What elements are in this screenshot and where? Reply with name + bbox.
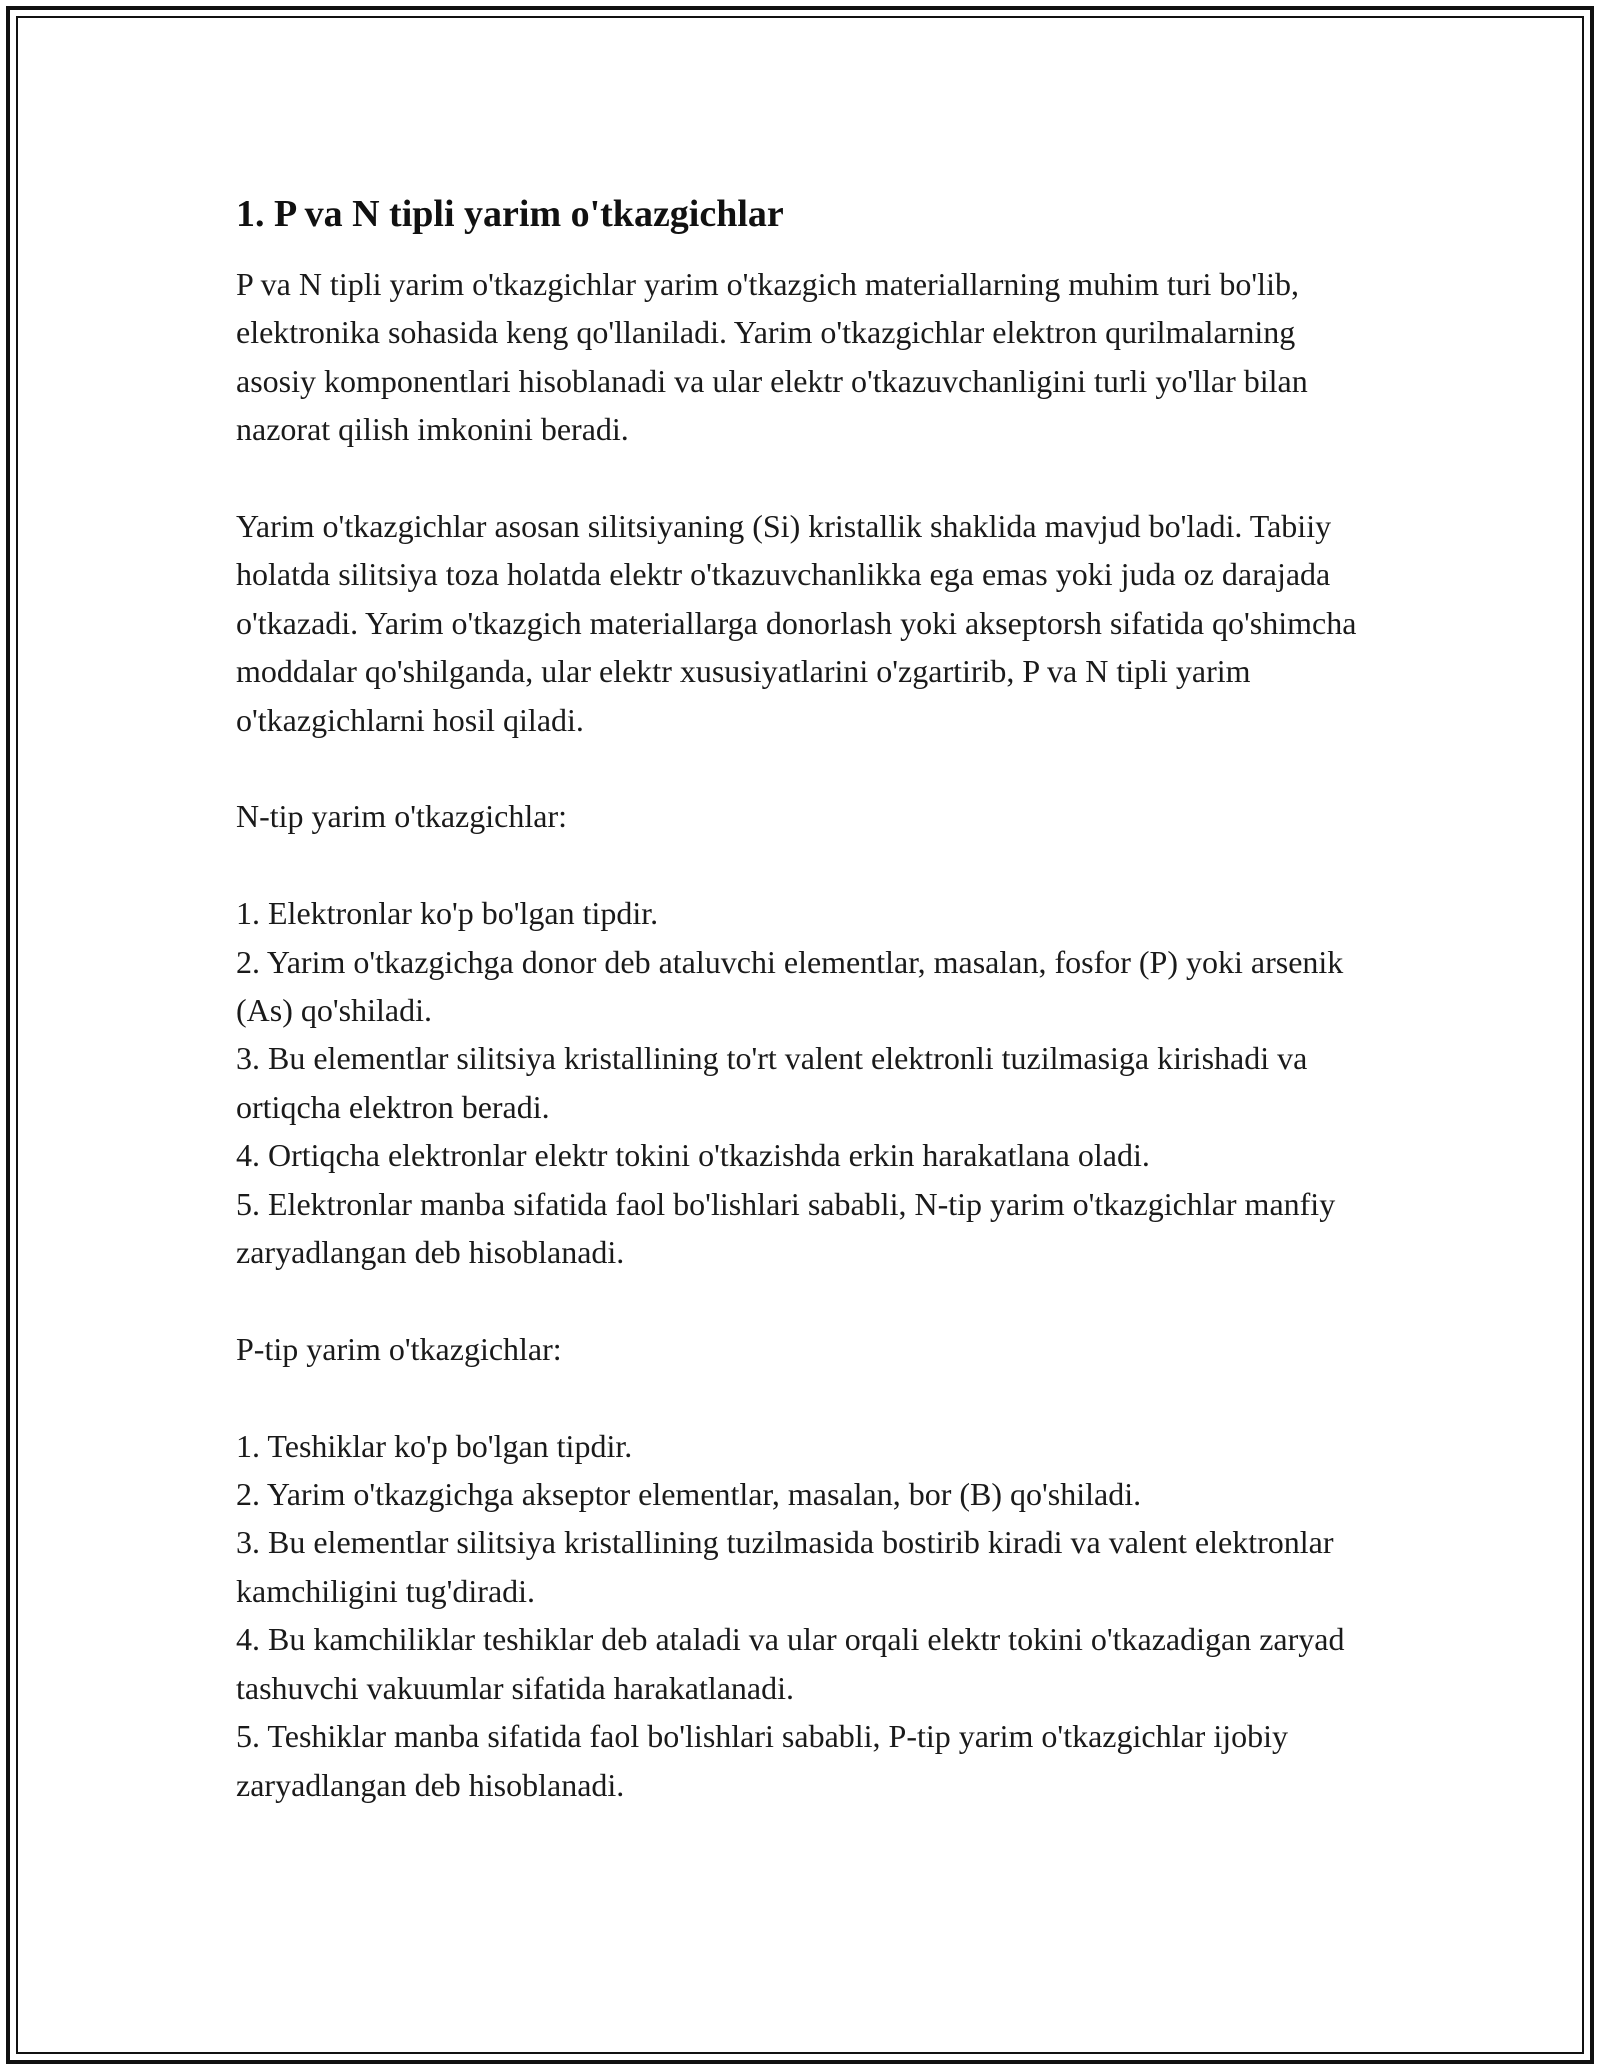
- n-type-heading: N-tip yarim o'tkazgichlar:: [236, 798, 567, 835]
- list-item: 4. Ortiqcha elektronlar elektr tokini o'tkazishda erkin harakatlana oladi.: [236, 1137, 1150, 1174]
- document-body: [236, 182, 1366, 1857]
- p-type-list: [236, 1422, 1366, 1809]
- list-item: 5. Elektronlar manba sifatida faol bo'lishlari sababli, N-tip yarim o'tkazgichlar manfiy zaryadlangan deb hisoblanadi.: [236, 1185, 1336, 1271]
- list-item: 1. Teshiklar ko'p bo'lgan tipdir.: [236, 1427, 633, 1464]
- p-type-heading: P-tip yarim o'tkazgichlar:: [236, 1330, 562, 1367]
- list-item: 2. Yarim o'tkazgichga donor deb ataluvchi elementlar, masalan, fosfor (P) yoki arsenik (As) qo'shiladi.: [236, 943, 1344, 1029]
- list-item: 3. Bu elementlar silitsiya kristallining tuzilmasida bostirib kiradi va valent elektronlar kamchiligini tug'diradi.: [236, 1524, 1334, 1609]
- list-item: 4. Bu kamchiliklar teshiklar deb ataladi va ular orqali elektr tokini o'tkazadigan zaryad tashuvchi vakuumlar sifatida harakatlanadi.: [236, 1621, 1345, 1706]
- list-item: 1. Elektronlar ko'p bo'lgan tipdir.: [236, 895, 659, 932]
- list-item: 3. Bu elementlar silitsiya kristallining to'rt valent elektronli tuzilmasiga kirishadi va ortiqcha elektron beradi.: [236, 1040, 1308, 1125]
- list-item: 2. Yarim o'tkazgichga akseptor elementlar, masalan, bor (B) qo'shiladi.: [236, 1476, 1142, 1513]
- section-title: 1. P va N tipli yarim o'tkazgichlar: [236, 193, 784, 235]
- n-type-list: [236, 889, 1366, 1276]
- list-item: 5. Teshiklar manba sifatida faol bo'lishlari sababli, P-tip yarim o'tkazgichlar ijobiy zaryadlangan deb hisoblanadi.: [236, 1718, 1288, 1803]
- intro-paragraph: P va N tipli yarim o'tkazgichlar yarim o'tkazgich materiallarning muhim turi bo'lib, elektronika sohasida keng qo'llaniladi. Yarim o'tkazgichlar elektron qurilmalarning asosiy komponentlari hisoblanadi va ular elektr o'tkazuvchanligini turli yo'llar bilan nazorat qilish imkonini beradi.: [236, 266, 1308, 448]
- silicon-paragraph: Yarim o'tkazgichlar asosan silitsiyaning (Si) kristallik shaklida mavjud bo'ladi. Tabiiy holatda silitsiya toza holatda elektr o'tkazuvchanlikka ega emas yoki juda oz darajada o'tkazadi. Yarim o'tkazgich materiallarga donorlash yoki akseptorsh sifatida qo'shimcha moddalar qo'shilganda, ular elektr xususiyatlarini o'zgartirib, P va N tipli yarim o'tkazgichlarni hosil qiladi.: [236, 508, 1357, 738]
